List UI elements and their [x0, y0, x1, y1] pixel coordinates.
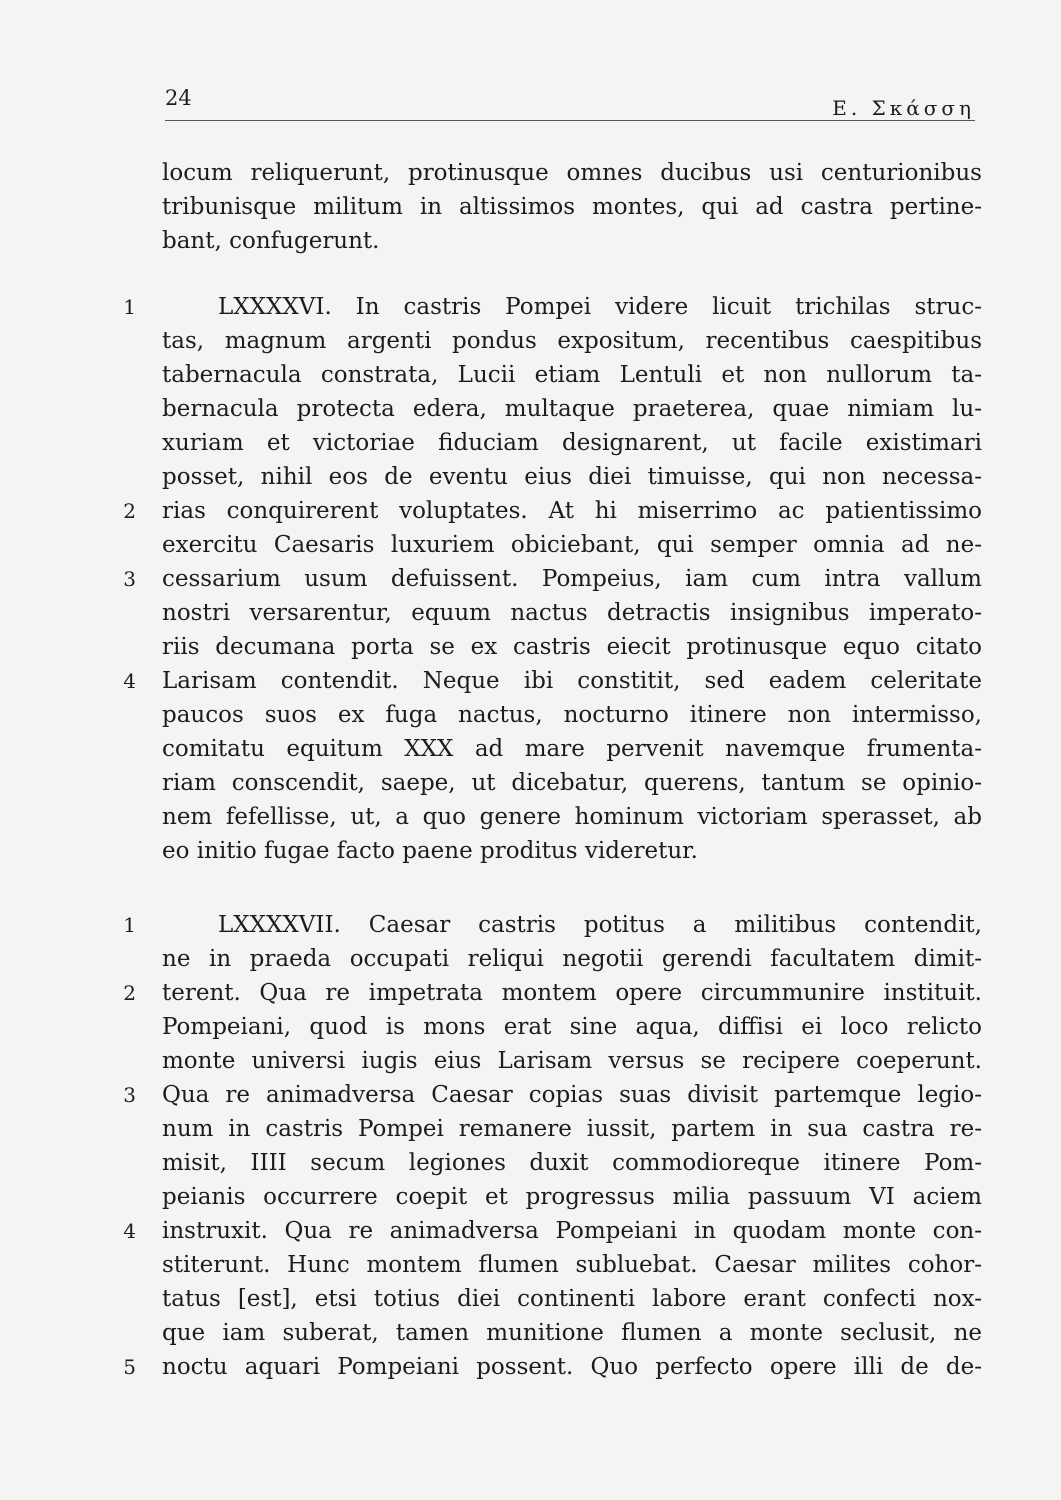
text-line: instruxit. Qua re animadversa Pompeiani in quodam monte con- — [162, 1218, 982, 1244]
text-line: xuriam et victoriae fiduciam designarent, ut facile existimari — [162, 430, 982, 456]
text-line: num in castris Pompei remanere iussit, partem in sua castra re- — [162, 1116, 982, 1142]
text-line: paucos suos ex fuga nactus, nocturno itinere non intermisso, — [162, 702, 982, 728]
margin-section-number: 2 — [123, 981, 136, 1005]
margin-section-number: 2 — [123, 499, 136, 523]
text-line: peianis occurrere coepit et progressus milia passuum VI aciem — [162, 1184, 982, 1210]
margin-section-number: 4 — [123, 1219, 136, 1243]
page-header — [165, 80, 975, 121]
text-line: nem fefellisse, ut, a quo genere hominum victoriam sperasset, ab — [162, 804, 982, 830]
text-line: eo initio fugae facto paene proditus videretur. — [162, 838, 698, 864]
text-line: riis decumana porta se ex castris eiecit protinusque equo citato — [162, 634, 982, 660]
text-line: exercitu Caesaris luxuriem obiciebant, qui semper omnia ad ne- — [162, 532, 982, 558]
running-head: Ε. Σκάσση — [832, 96, 975, 120]
margin-section-number: 1 — [123, 295, 136, 319]
text-line: bant, confugerunt. — [162, 228, 380, 254]
page-number: 24 — [165, 86, 192, 110]
text-line: Qua re animadversa Caesar copias suas divisit partemque legio- — [162, 1082, 982, 1108]
text-line: que iam suberat, tamen munitione flumen a monte seclusit, ne — [162, 1320, 982, 1346]
text-line: tas, magnum argenti pondus expositum, recentibus caespitibus — [162, 328, 982, 354]
margin-section-number: 3 — [123, 567, 136, 591]
text-line: locum reliquerunt, protinusque omnes ducibus usi centurionibus — [162, 160, 982, 186]
text-line: riam conscendit, saepe, ut dicebatur, querens, tantum se opinio- — [162, 770, 982, 796]
text-line: tabernacula constrata, Lucii etiam Lentuli et non nullorum ta- — [162, 362, 982, 388]
margin-section-number: 5 — [123, 1355, 136, 1379]
chapter-heading-line: LXXXXVI. In castris Pompei videre licuit trichilas struc- — [218, 294, 982, 320]
text-line: noctu aquari Pompeiani possent. Quo perfecto opere illi de de- — [162, 1354, 982, 1380]
text-line: tribunisque militum in altissimos montes, qui ad castra pertine- — [162, 194, 982, 220]
text-line: Pompeiani, quod is mons erat sine aqua, diffisi ei loco relicto — [162, 1014, 982, 1040]
text-line: cessarium usum defuissent. Pompeius, iam cum intra vallum — [162, 566, 982, 592]
text-line: ne in praeda occupati reliqui negotii gerendi facultatem dimit- — [162, 946, 982, 972]
text-line: rias conquirerent voluptates. At hi miserrimo ac patientissimo — [162, 498, 982, 524]
text-line: tatus [est], etsi totius diei continenti labore erant confecti nox- — [162, 1286, 982, 1312]
margin-section-number: 1 — [123, 913, 136, 937]
text-line: misit, IIII secum legiones duxit commodioreque itinere Pom- — [162, 1150, 982, 1176]
text-line: nostri versarentur, equum nactus detractis insignibus imperato- — [162, 600, 982, 626]
chapter-heading-line: LXXXXVII. Caesar castris potitus a militibus contendit, — [218, 912, 982, 938]
text-line: comitatu equitum XXX ad mare pervenit navemque frumenta- — [162, 736, 982, 762]
text-line: bernacula protecta edera, multaque praeterea, quae nimiam lu- — [162, 396, 982, 422]
text-line: stiterunt. Hunc montem flumen subluebat. Caesar milites cohor- — [162, 1252, 982, 1278]
text-line: posset, nihil eos de eventu eius diei timuisse, qui non necessa- — [162, 464, 982, 490]
text-line: Larisam contendit. Neque ibi constitit, sed eadem celeritate — [162, 668, 982, 694]
text-line: monte universi iugis eius Larisam versus se recipere coeperunt. — [162, 1048, 982, 1074]
margin-section-number: 4 — [123, 669, 136, 693]
margin-section-number: 3 — [123, 1083, 136, 1107]
text-line: terent. Qua re impetrata montem opere circummunire instituit. — [162, 980, 982, 1006]
